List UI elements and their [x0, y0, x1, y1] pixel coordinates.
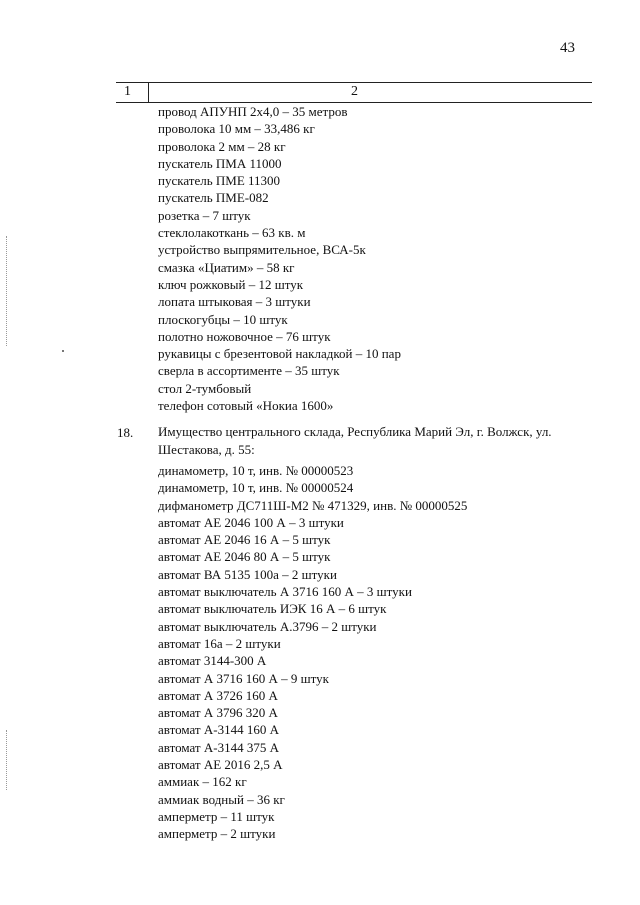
list-item: автомат А-3144 375 А: [158, 739, 279, 755]
list-item: амперметр – 11 штук: [158, 808, 275, 824]
list-item: автомат АЕ 2016 2,5 А: [158, 757, 283, 773]
list-item: автомат А 3726 160 А: [158, 687, 278, 703]
list-item: автомат выключатель А.3796 – 2 штуки: [158, 618, 377, 634]
list-item: автомат выключатель А 3716 160 А – 3 штуки: [158, 584, 412, 600]
list-item: аммиак – 162 кг: [158, 774, 247, 790]
list-item: телефон сотовый «Нокиа 1600»: [158, 398, 334, 414]
list-item: провод АПУНП 2х4,0 – 35 метров: [158, 104, 348, 119]
list-item: устройство выпрямительное, ВСА-5к: [158, 242, 366, 258]
list-item: рукавицы с брезентовой накладкой – 10 пар: [158, 346, 401, 362]
margin-scan-mark: [6, 730, 8, 790]
list-item: пускатель ПМЕ-082: [158, 190, 269, 206]
item-list-warehouse: [158, 462, 467, 843]
list-item: автомат 3144-300 А: [158, 653, 267, 669]
list-item: ключ рожковый – 12 штук: [158, 276, 304, 292]
list-item: автомат А 3796 320 А: [158, 705, 278, 721]
list-item: смазка «Циатим» – 58 кг: [158, 259, 295, 275]
list-item: аммиак водный – 36 кг: [158, 791, 285, 807]
list-item: проволока 2 мм – 28 кг: [158, 138, 286, 154]
list-item: автомат 16а – 2 штуки: [158, 635, 281, 651]
list-item: стол 2-тумбовый: [158, 380, 252, 396]
list-item: пускатель ПМА 11000: [158, 155, 282, 171]
list-item: автомат АЕ 2046 80 А – 5 штук: [158, 549, 331, 565]
list-item: пускатель ПМЕ 11300: [158, 173, 281, 189]
list-item: проволока 10 мм – 33,486 кг: [158, 121, 315, 137]
column-2-label: 2: [351, 84, 358, 99]
item-list-continued: [158, 103, 401, 414]
section-number: 18.: [117, 425, 134, 440]
list-item: полотно ножовочное – 76 штук: [158, 328, 331, 344]
list-item: автомат АЕ 2046 100 А – 3 штуки: [158, 514, 344, 530]
column-divider: [148, 83, 149, 102]
list-item: дифманометр ДС711Ш-М2 № 471329, инв. № 00000525: [158, 497, 468, 513]
list-item: автомат ВА 5135 100а – 2 штуки: [158, 566, 337, 582]
margin-scan-mark: [6, 236, 8, 346]
section-title: Имущество центрального склада, Республика Марий Эл, г. Волжск, ул. Шестакова, д. 55:: [158, 424, 552, 457]
list-item: автомат А-3144 160 А: [158, 722, 279, 738]
list-item: розетка – 7 штук: [158, 207, 251, 223]
list-item: амперметр – 2 штуки: [158, 826, 276, 842]
table-column-header: [116, 82, 592, 103]
list-item: стеклолакоткань – 63 кв. м: [158, 225, 306, 241]
list-item: автомат А 3716 160 А – 9 штук: [158, 670, 329, 686]
list-item: автомат АЕ 2046 16 А – 5 штук: [158, 532, 331, 548]
column-1-label: 1: [124, 84, 131, 99]
list-item: плоскогубцы – 10 штук: [158, 311, 288, 327]
list-item: сверла в ассортименте – 35 штук: [158, 363, 340, 379]
scan-speck: [62, 350, 64, 352]
list-item: динамометр, 10 т, инв. № 00000523: [158, 463, 354, 478]
list-item: лопата штыковая – 3 штуки: [158, 294, 311, 310]
list-item: динамометр, 10 т, инв. № 00000524: [158, 480, 354, 496]
page-number: 43: [560, 40, 575, 56]
list-item: автомат выключатель ИЭК 16 А – 6 штук: [158, 601, 387, 617]
